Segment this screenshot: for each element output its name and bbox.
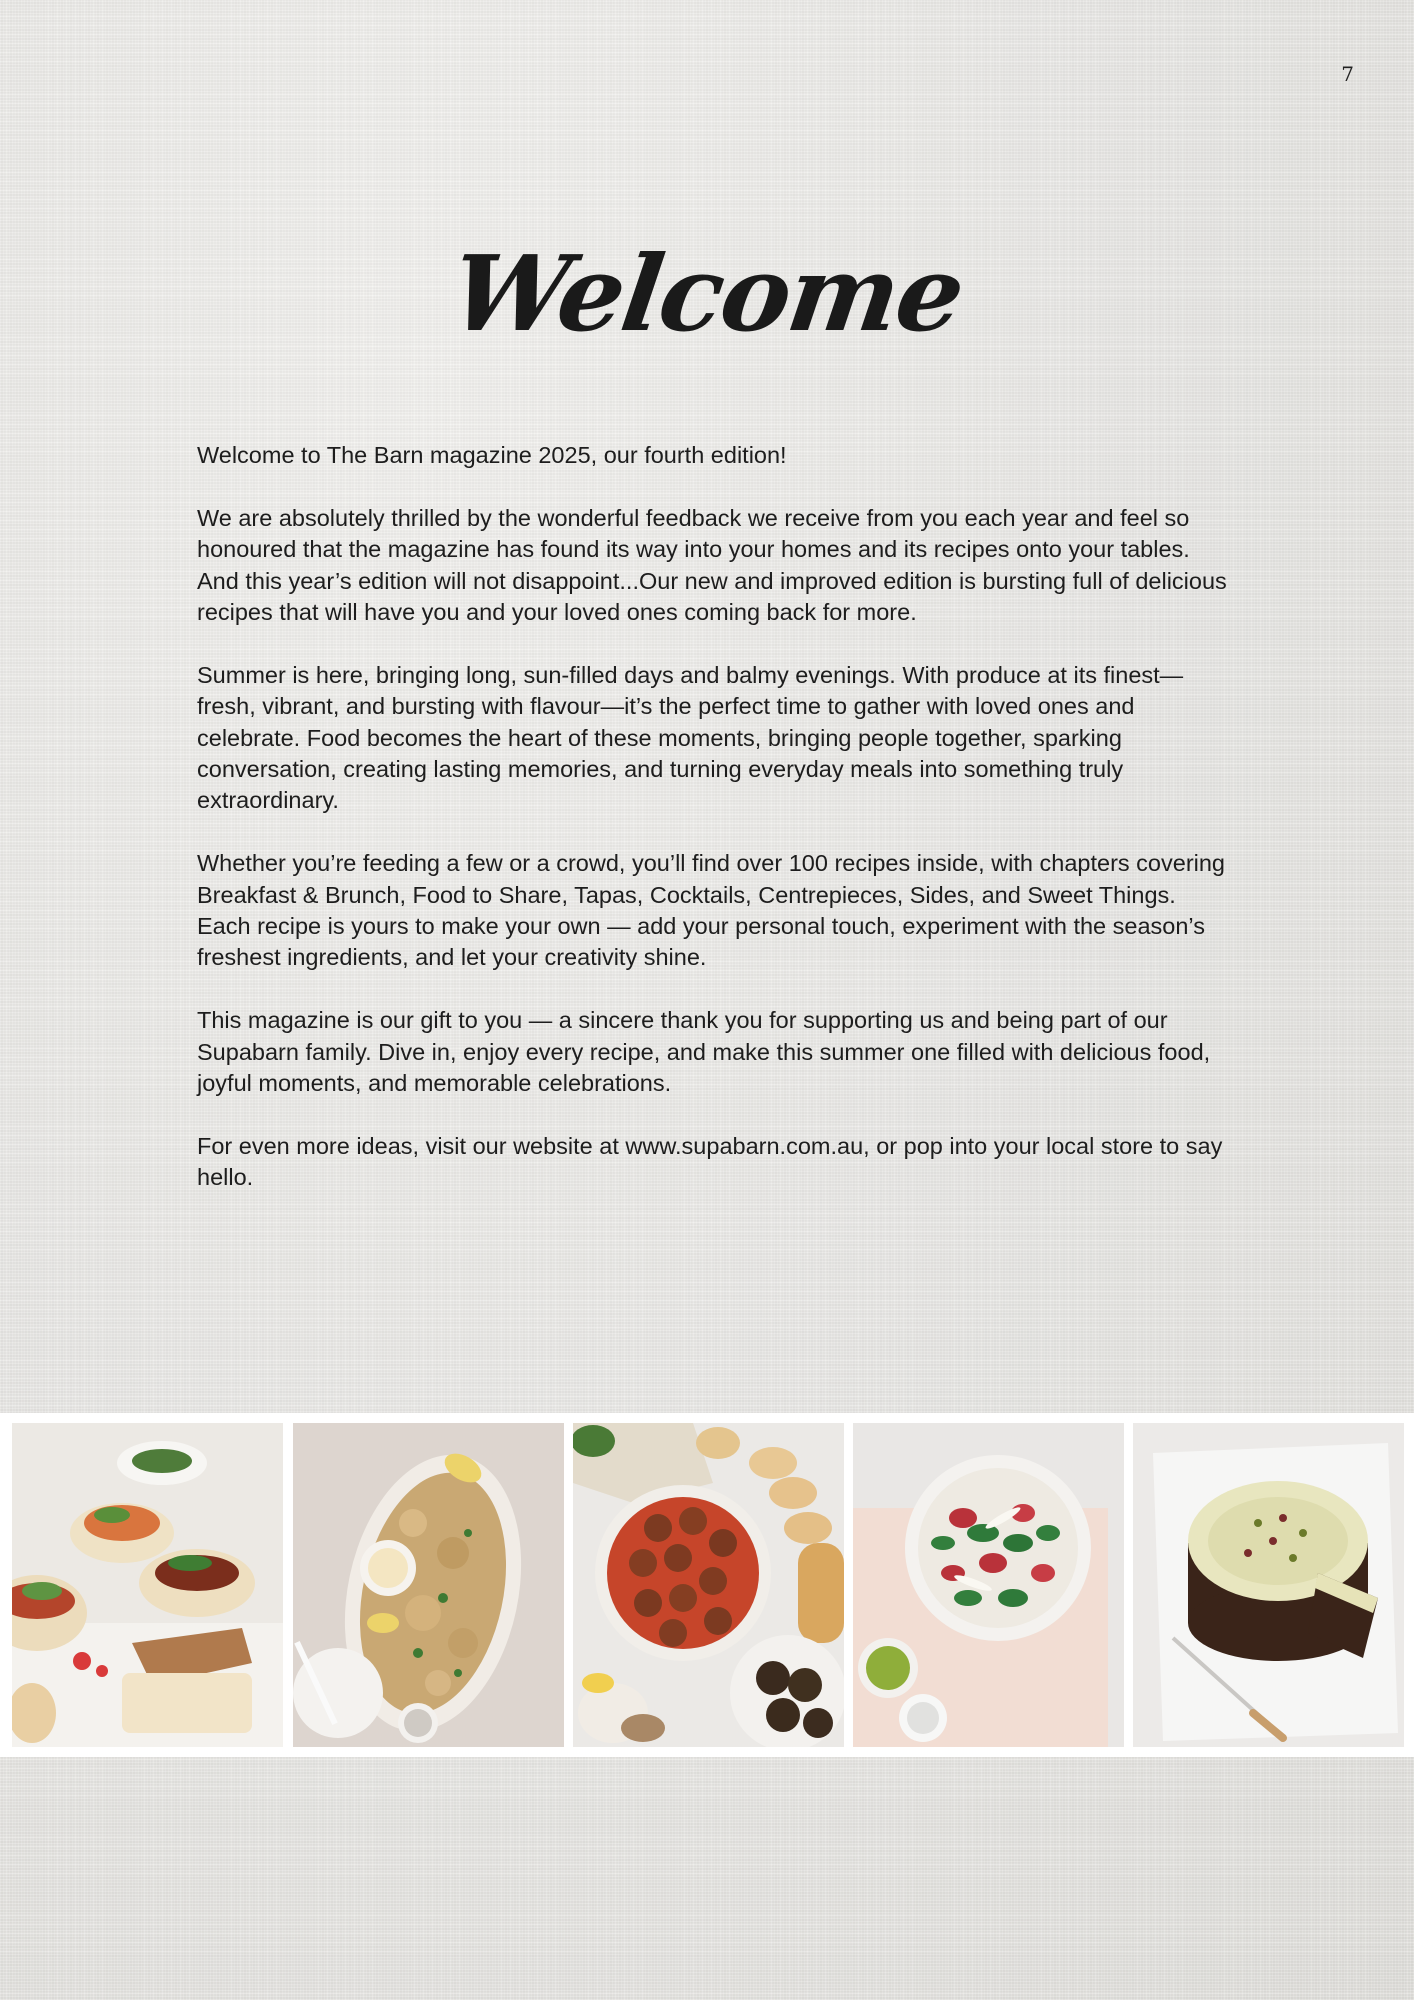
paragraph-gift: This magazine is our gift to you — a sincere thank you for supporting us and being part of our Supabarn family. Dive in, enjoy every recipe, and make this summer one filled with delicious food, joyful moments, and memorable celebrations. [197, 1007, 1211, 1097]
tacos-photo [12, 1423, 283, 1747]
paragraph-summer: Summer is here, bringing long, sun-filled days and balmy evenings. With produce at its finest—fresh, vibrant, and bursting with flavour—it’s the perfect time to gather with loved ones and celebrate. Food becomes the heart of these moments, bringing people together, sparking conversation, creating lasting memories, and turning everyday meals into something truly extraordinary. [197, 661, 1184, 814]
welcome-text [197, 440, 1227, 1225]
paragraph-chapters: Whether you’re feeding a few or a crowd, you’ll find over 100 recipes inside, with chapters covering Breakfast & Brunch, Food to Share, Tapas, Cocktails, Centrepieces, Sides, and Sweet Things. Each recipe is yours to make your own — add your personal touch, experiment with the season’s freshest ingredients, and let your creativity shine. [197, 850, 1225, 971]
paragraph-website: For even more ideas, visit our website at www.supabarn.com.au, or pop into your local store to say hello. [197, 1132, 1223, 1191]
salad-bowl-photo [853, 1423, 1124, 1747]
meatballs-photo [573, 1423, 844, 1747]
paragraph-intro: Welcome to The Barn magazine 2025, our fourth edition! [197, 442, 787, 468]
roasted-cauliflower-photo [293, 1423, 564, 1747]
photo-strip [0, 1413, 1414, 1757]
page-number: 7 [1341, 62, 1354, 86]
cake-photo [1133, 1423, 1404, 1747]
paragraph-feedback: We are absolutely thrilled by the wonderful feedback we receive from you each year and feel so honoured that the magazine has found its way into your homes and its recipes onto your tables. And this year’s edition will not disappoint...Our new and improved edition is bursting full of delicious recipes that will have you and your loved ones coming back for more. [197, 504, 1227, 626]
page-title: Welcome [443, 232, 971, 355]
